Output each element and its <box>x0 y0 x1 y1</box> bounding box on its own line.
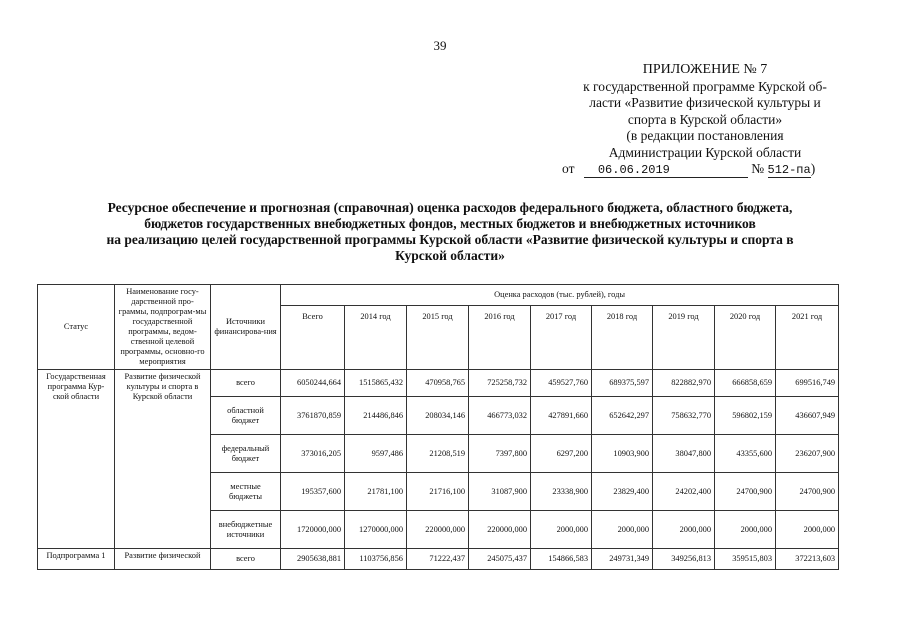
header-status: Статус <box>38 285 115 370</box>
value-cell: 71222,437 <box>407 549 469 570</box>
value-cell: 21781,100 <box>345 473 407 511</box>
value-cell: 24202,400 <box>653 473 715 511</box>
value-cell: 249731,349 <box>592 549 653 570</box>
value-cell: 43355,600 <box>715 435 776 473</box>
header-source: Источники финансирова-ния <box>211 285 281 370</box>
heading-line: бюджетов государственных внебюджетных фондов, местных бюджетов и внебюджетных источников <box>144 216 756 231</box>
value-cell: 21716,100 <box>407 473 469 511</box>
appendix-line: к государственной программе Курской об- <box>583 78 827 94</box>
value-cell: 359515,803 <box>715 549 776 570</box>
value-cell: 2000,000 <box>715 511 776 549</box>
source-cell: всего <box>211 549 281 570</box>
value-cell: 6050244,664 <box>281 370 345 397</box>
value-cell: 220000,000 <box>469 511 531 549</box>
value-cell: 245075,437 <box>469 549 531 570</box>
appendix-block <box>540 62 870 178</box>
subprogram-name: Развитие физической <box>115 549 211 570</box>
value-cell: 822882,970 <box>653 370 715 397</box>
value-cell: 470958,765 <box>407 370 469 397</box>
value-cell: 208034,146 <box>407 397 469 435</box>
value-cell: 2000,000 <box>531 511 592 549</box>
value-cell: 699516,749 <box>776 370 839 397</box>
value-cell: 220000,000 <box>407 511 469 549</box>
value-cell: 31087,900 <box>469 473 531 511</box>
value-cell: 427891,660 <box>531 397 592 435</box>
value-cell: 666858,659 <box>715 370 776 397</box>
header-year: 2018 год <box>592 306 653 370</box>
header-year: 2021 год <box>776 306 839 370</box>
appendix-date-line <box>540 161 870 178</box>
header-year: 2020 год <box>715 306 776 370</box>
value-cell: 10903,900 <box>592 435 653 473</box>
value-cell: 689375,597 <box>592 370 653 397</box>
value-cell: 7397,800 <box>469 435 531 473</box>
appendix-line: (в редакции постановления <box>626 128 784 143</box>
value-cell: 24700,900 <box>715 473 776 511</box>
heading-line: на реализацию целей государственной программы Курской области «Развитие физической культуры и спорта в <box>106 232 794 247</box>
number-prefix: № <box>751 161 765 176</box>
value-cell: 23338,900 <box>531 473 592 511</box>
budget-table <box>37 284 839 570</box>
subprogram-status: Подпрограмма 1 <box>38 549 115 570</box>
header-year: Всего <box>281 306 345 370</box>
date-prefix: от <box>562 161 575 176</box>
value-cell: 1270000,000 <box>345 511 407 549</box>
value-cell: 1103756,856 <box>345 549 407 570</box>
number-suffix: ) <box>810 161 816 176</box>
header-year: 2014 год <box>345 306 407 370</box>
value-cell: 372213,603 <box>776 549 839 570</box>
header-year: 2016 год <box>469 306 531 370</box>
value-cell: 436607,949 <box>776 397 839 435</box>
table-row <box>38 370 839 397</box>
appendix-line: Администрации Курской области <box>608 144 802 160</box>
source-cell: внебюджетные источники <box>211 511 281 549</box>
value-cell: 2000,000 <box>776 511 839 549</box>
value-cell: 2000,000 <box>592 511 653 549</box>
source-cell: областной бюджет <box>211 397 281 435</box>
value-cell: 725258,732 <box>469 370 531 397</box>
decree-number: 512-па <box>767 163 811 177</box>
value-cell: 9597,486 <box>345 435 407 473</box>
value-cell: 373016,205 <box>281 435 345 473</box>
value-cell: 2000,000 <box>653 511 715 549</box>
value-cell: 349256,813 <box>653 549 715 570</box>
value-cell: 24700,900 <box>776 473 839 511</box>
header-name: Наименование госу-дарственной про-граммы, подпрограм-мы государственной программы, ведом-ственной целевой программы, основно-го мероприятия <box>115 285 211 370</box>
program-name: Развитие физической культуры и спорта в Курской области <box>115 370 211 549</box>
value-cell: 21208,519 <box>407 435 469 473</box>
header-year: 2017 год <box>531 306 592 370</box>
value-cell: 195357,600 <box>281 473 345 511</box>
value-cell: 23829,400 <box>592 473 653 511</box>
appendix-title: ПРИЛОЖЕНИЕ № 7 <box>642 62 768 77</box>
heading-line: Ресурсное обеспечение и прогнозная (справочная) оценка расходов федерального бюджета, областного бюджета, <box>107 200 793 215</box>
header-estimate: Оценка расходов (тыс. рублей), годы <box>281 285 839 306</box>
source-cell: федеральный бюджет <box>211 435 281 473</box>
value-cell: 236207,900 <box>776 435 839 473</box>
appendix-line: ласти «Развитие физической культуры и <box>589 95 821 110</box>
header-year: 2015 год <box>407 306 469 370</box>
value-cell: 758632,770 <box>653 397 715 435</box>
value-cell: 1720000,000 <box>281 511 345 549</box>
header-year: 2019 год <box>653 306 715 370</box>
value-cell: 596802,159 <box>715 397 776 435</box>
source-cell: всего <box>211 370 281 397</box>
value-cell: 154866,583 <box>531 549 592 570</box>
program-status: Государственная программа Кур-ской области <box>38 370 115 549</box>
value-cell: 652642,297 <box>592 397 653 435</box>
source-cell: местные бюджеты <box>211 473 281 511</box>
decree-date: 06.06.2019 <box>584 164 748 178</box>
value-cell: 6297,200 <box>531 435 592 473</box>
value-cell: 3761870,859 <box>281 397 345 435</box>
document-heading <box>30 200 870 264</box>
value-cell: 214486,846 <box>345 397 407 435</box>
value-cell: 466773,032 <box>469 397 531 435</box>
table-row <box>38 549 839 570</box>
value-cell: 38047,800 <box>653 435 715 473</box>
page-number: 39 <box>433 38 447 53</box>
value-cell: 1515865,432 <box>345 370 407 397</box>
heading-line: Курской области» <box>395 248 505 263</box>
value-cell: 2905638,881 <box>281 549 345 570</box>
value-cell: 459527,760 <box>531 370 592 397</box>
appendix-line: спорта в Курской области» <box>627 111 783 127</box>
